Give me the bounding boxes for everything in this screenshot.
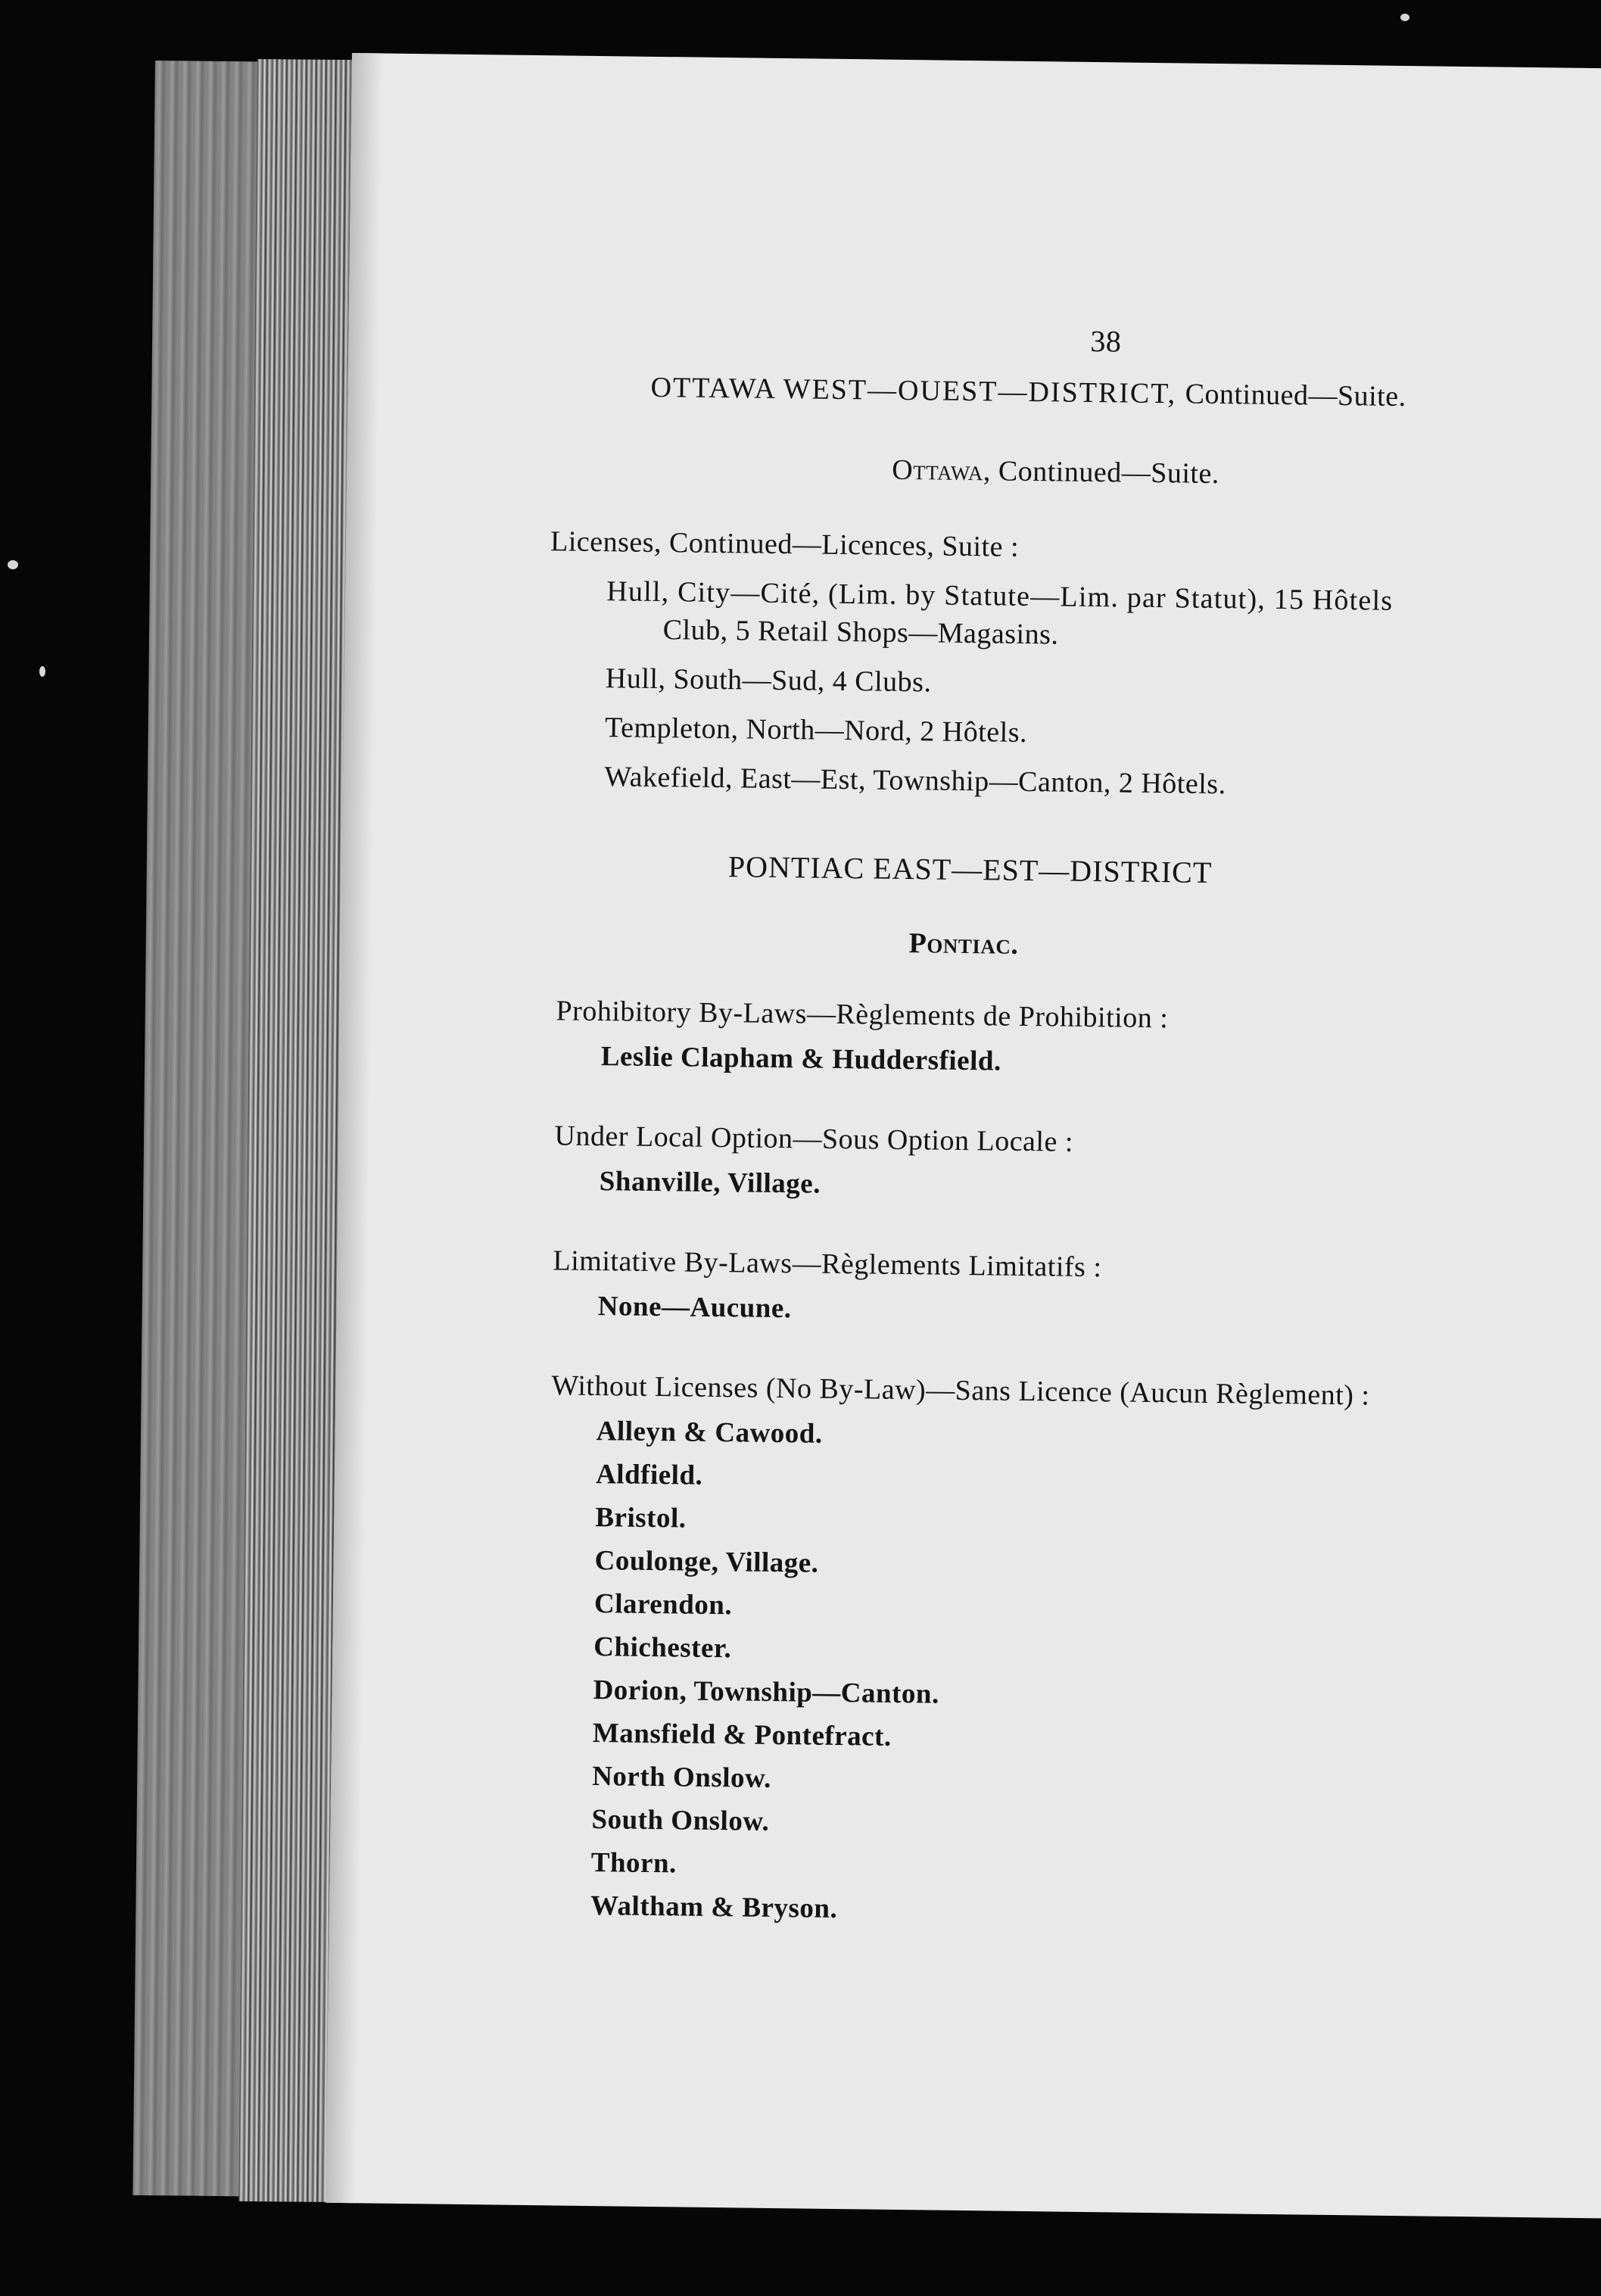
licenses-item: Hull, City—Cité, (Lim. by Statute—Lim. par Statut), 15 Hôtels bbox=[606, 575, 1394, 617]
running-header bbox=[650, 371, 1406, 413]
section-heading-prohibitory: Prohibitory By-Laws—Règlements de Prohibition : bbox=[556, 995, 1169, 1035]
running-header-continued: Continued—Suite. bbox=[1185, 378, 1406, 413]
county-subheader-continued: Continued—Suite. bbox=[998, 455, 1220, 491]
section-item: Clarendon. bbox=[593, 1588, 733, 1622]
county-subheader bbox=[892, 453, 1219, 491]
section-item: North Onslow. bbox=[591, 1761, 772, 1794]
county-name: Pontiac. bbox=[908, 927, 1019, 961]
licenses-item: Hull, South—Sud, 4 Clubs. bbox=[605, 662, 932, 699]
licenses-item: Templeton, North—Nord, 2 Hôtels. bbox=[604, 712, 1028, 749]
section-item: Thorn. bbox=[590, 1847, 677, 1880]
page-number: 38 bbox=[1090, 323, 1122, 359]
section-item: Chichester. bbox=[593, 1631, 732, 1665]
running-header-district: OTTAWA WEST—OUEST—DISTRICT, bbox=[650, 371, 1177, 410]
county-subheader-name: Ottawa, bbox=[892, 453, 992, 488]
section-item: Dorion, Township—Canton. bbox=[593, 1674, 940, 1710]
scan-speck bbox=[1400, 14, 1409, 21]
section-item: Bristol. bbox=[595, 1502, 687, 1534]
section-item: Shanville, Village. bbox=[599, 1166, 821, 1200]
section-heading-limitative: Limitative By-Laws—Règlements Limitatifs : bbox=[553, 1245, 1102, 1284]
section-item: Waltham & Bryson. bbox=[590, 1890, 838, 1925]
section-item: Aldfield. bbox=[595, 1459, 703, 1491]
section-item: None—Aucune. bbox=[597, 1291, 792, 1325]
section-item: Coulonge, Village. bbox=[594, 1545, 819, 1579]
section-item: South Onslow. bbox=[591, 1804, 770, 1837]
licenses-heading: Licenses, Continued—Licences, Suite : bbox=[550, 525, 1020, 563]
district-title: PONTIAC EAST—EST—DISTRICT bbox=[727, 849, 1213, 889]
document-page bbox=[325, 53, 1601, 2219]
scan-speck bbox=[39, 666, 45, 677]
section-item: Alleyn & Cawood. bbox=[596, 1416, 823, 1450]
section-item: Leslie Clapham & Huddersfield. bbox=[600, 1041, 1001, 1077]
licenses-item: Club, 5 Retail Shops—Magasins. bbox=[662, 614, 1059, 651]
section-heading-local-option: Under Local Option—Sous Option Locale : bbox=[554, 1120, 1074, 1158]
section-heading-without-licenses: Without Licenses (No By-Law)—Sans Licence (Aucun Règlement) : bbox=[551, 1369, 1370, 1412]
licenses-item: Wakefield, East—Est, Township—Canton, 2 Hôtels. bbox=[604, 761, 1226, 801]
scan-speck bbox=[8, 560, 18, 569]
section-item: Mansfield & Pontefract. bbox=[592, 1718, 892, 1752]
